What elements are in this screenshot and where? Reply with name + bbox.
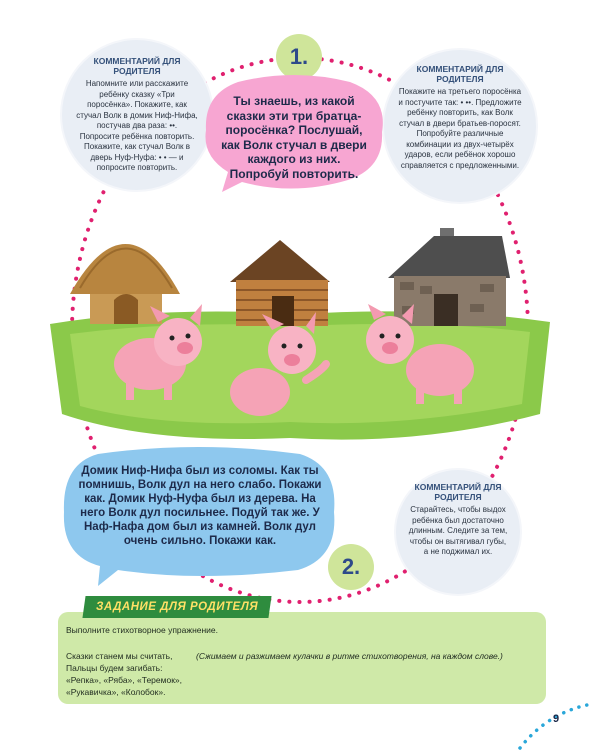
comment-title: КОММЕНТАРИЙ ДЛЯ РОДИТЕЛЯ bbox=[416, 64, 504, 84]
comment-body: Покажите на третьего поросёнка и постучите так: • ••. Предложите ребёнку повторить, как Волк стучал в двери братьев-поросят. Попробуйте различные комбинации из двух-четырёх ударов, если ребёнок хорошо справляется с предложенными. bbox=[398, 87, 522, 170]
page-number: 9 bbox=[553, 713, 560, 725]
straw-house bbox=[70, 244, 180, 324]
comment-title: КОММЕНТАРИЙ ДЛЯ РОДИТЕЛЯ bbox=[414, 482, 502, 502]
pink-bubble-text: Ты знаешь, из какой сказки эти три братца-поросёнка? Послушай, как Волк стучал в двери каждого из них. Попробуй повторить. bbox=[221, 94, 367, 181]
three-little-pigs-illustration bbox=[40, 214, 560, 450]
comment-body: Напомните или расскажите ребёнку сказку «Три поросёнка». Покажите, как стучал Волк в домик Ниф-Нифа, постучав два раза: ••. Попросите ребёнка повторить. Покажите, как стучал Волк в дверь Нуф-Нуфа: • • — и попросите повторить. bbox=[76, 79, 198, 172]
comment-title: КОММЕНТАРИЙ ДЛЯ РОДИТЕЛЯ bbox=[93, 56, 181, 76]
stone-house bbox=[388, 228, 510, 326]
comment-body: Старайтесь, чтобы выдох ребёнка был достаточно длинным. Следите за тем, чтобы он вытягивал губы, а не поджимал их. bbox=[408, 505, 508, 556]
blue-speech-bubble bbox=[58, 446, 340, 588]
verse-line-4: «Рукавичка», «Колобок». bbox=[66, 687, 166, 697]
blue-bubble-text: Домик Ниф-Нифа был из соломы. Как ты помнишь, Волк дул на него слабо. Покажи как. Домик Нуф-Нуфа был из дерева. На него Волк дул посильнее. Подуй так же. У Наф-Нафа дом был из камней. Волк дул очень сильно. Покажи как. bbox=[78, 465, 322, 547]
task-heading: ЗАДАНИЕ ДЛЯ РОДИТЕЛЯ bbox=[96, 601, 259, 613]
step-2-badge: 2. bbox=[328, 544, 374, 590]
parent-comment-bottom-right bbox=[396, 470, 520, 594]
wooden-house bbox=[230, 240, 330, 326]
verse-line-2: Пальцы будем загибать: bbox=[66, 663, 163, 673]
task-heading-tab bbox=[82, 596, 271, 618]
task-note: (Сжимаем и разжимаем кулачки в ритме стихотворения, на каждом слове.) bbox=[196, 651, 503, 661]
task-intro: Выполните стихотворное упражнение. bbox=[66, 625, 219, 635]
pink-speech-bubble bbox=[198, 72, 390, 194]
parent-comment-right bbox=[384, 50, 536, 202]
parent-comment-left bbox=[62, 40, 212, 190]
verse-line-1: Сказки станем мы считать, bbox=[66, 651, 173, 661]
verse-line-3: «Репка», «Ряба», «Теремок», bbox=[66, 675, 183, 685]
step-1-badge: 1. bbox=[276, 34, 322, 80]
